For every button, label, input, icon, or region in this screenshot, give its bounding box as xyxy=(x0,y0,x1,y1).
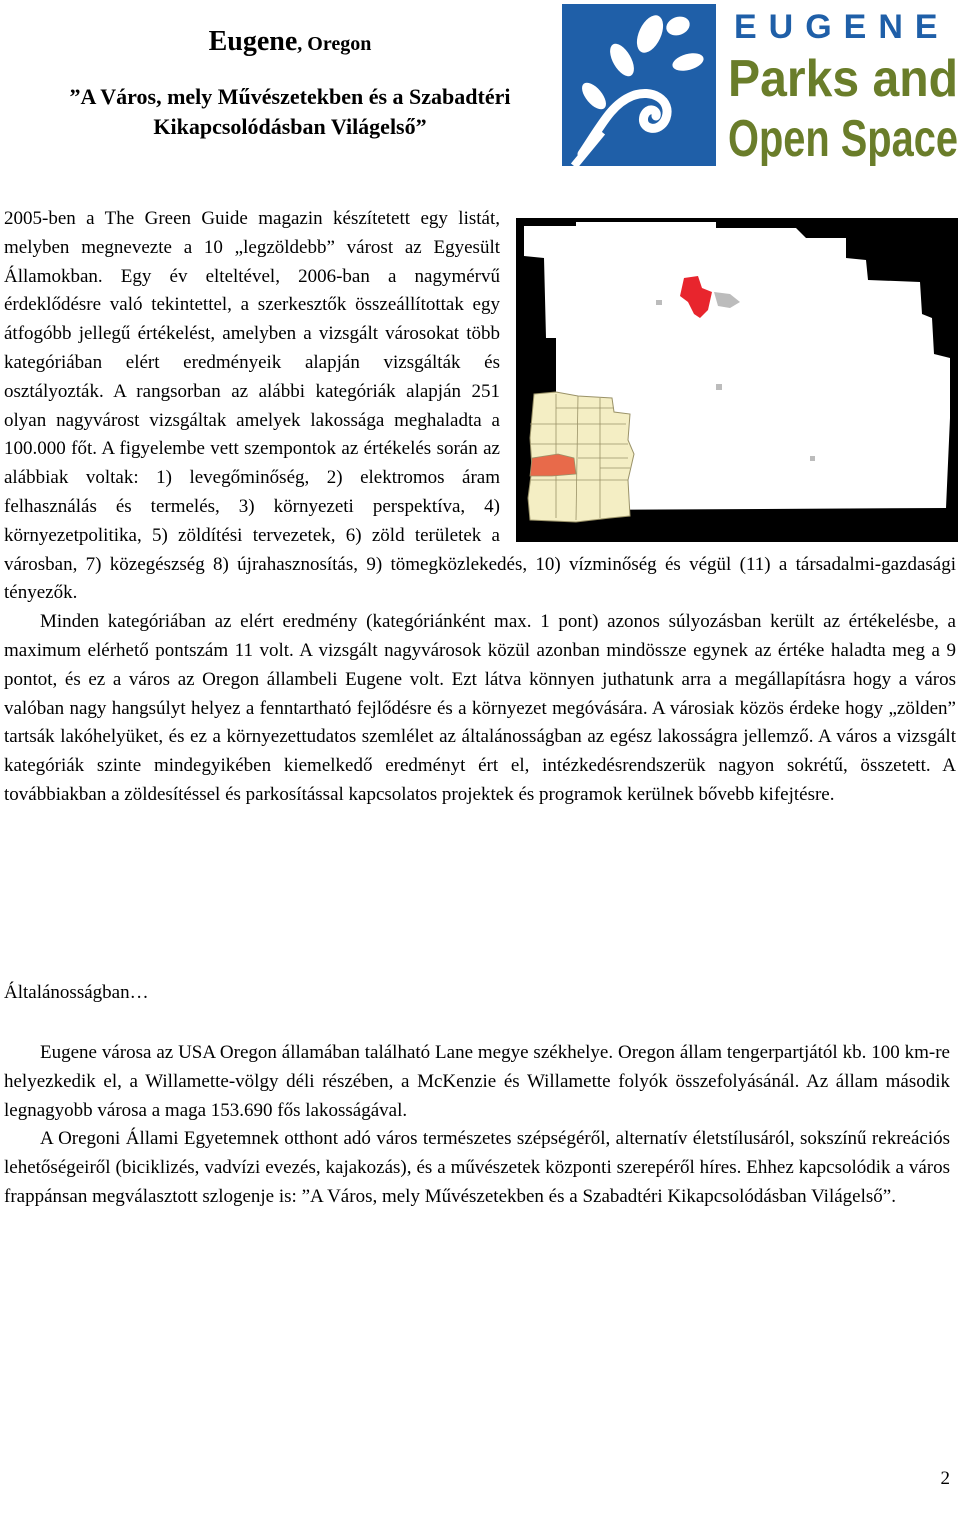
slogan-line-2: Kikapcsolódásban Világelső” xyxy=(153,114,427,139)
eugene-section xyxy=(4,1039,950,1212)
section-heading: Általánosságban… xyxy=(4,982,149,1003)
slogan-line-1: ”A Város, mely Művészetekben és a Szabadtéri xyxy=(69,84,511,109)
slogan xyxy=(0,82,580,142)
logo-word-eugene: EUGENE xyxy=(734,8,950,46)
document-title xyxy=(0,22,580,64)
map-float-space xyxy=(500,205,956,541)
intro-paragraph-2: Minden kategóriában az elért eredmény (kategóriánként max. 1 pont) azonos súlyozásban került az értékelésbe, a maximum elérhető pontszám 11 volt. A vizsgált nagyvárosok közül azonban mindössze egynek az értéke haladta meg a 9 pontot, és ez a város az Oregon állambeli Eugene volt. Ezt látva könnyen juthatunk arra a megállapításra hogy a város valóban nagy hangsúlyt helyez a fenntartható fejlődésre és a környezet megóvására. A városiak közös érdeke hogy „zölden” tartsák lakóhelyüket, és ez a környezettudatos szemlélet az általánosságban az egész lakosságra jellemző. A város a vizsgált kategóriák szinte mindegyikében kiemelkedő eredményt ért el, intézkedésrendszerük nagyon sokrétű, összetett. A továbbiakban a zöldesítéssel és parkosítással kapcsolatos projektek és programok kerülnek bővebb kifejtésre. xyxy=(4,611,956,805)
logo-word-open-space: Open Space xyxy=(728,110,958,166)
eugene-paragraph-2: A Oregoni Állami Egyetemnek otthont adó város természetes szépségéről, alternatív életstílusáról, sokszínű rekreációs lehetőségeiről (biciklizés, vadvízi evezés, kajakozás), és a művészetek központi szerepéről híres. Ehhez kapcsolódik a város frappánsan megválasztott szlogenje is: ”A Város, mely Művészetekben és a Szabadtéri Kikapcsolódásban Világelső”. xyxy=(4,1128,950,1207)
eugene-paragraph-1: Eugene városa az USA Oregon államában található Lane megye székhelye. Oregon állam tengerpartjától kb. 100 km-re helyezkedik el, a Willamette-völgy déli részében, a McKenzie és Willamette folyók összefolyásánál. Az állam második legnagyobb városa a maga 153.690 fős lakosságával. xyxy=(4,1042,950,1121)
title-state: , Oregon xyxy=(297,33,372,55)
intro-section xyxy=(4,205,956,810)
title-city: Eugene xyxy=(208,26,298,57)
logo-wordmark xyxy=(728,8,958,166)
intro-paragraph-1: 2005-ben a The Green Guide magazin készítetett egy listát, melyben megnevezte a 10 „legzöldebb” várost az Egyesült Államokban. Egy év elteltével, 2006-ban a nagymérvű érdeklődésre való tekintettel, a szerkesztők összeállítottak egy átfogóbb jellegű értékelést, amelyben a vizsgált városokat több kategóriában elért eredményeik alapján vizsgálták és osztályozták. A rangsorban az alábbi kategóriák alapján 251 olyan nagyvárost vizsgáltak amelyek lakossága meghaladta a 100.000 főt. A figyelembe vett szempontok az értékelés során az alábbiak voltak: 1) levegőminőség, 2) elektromos áram felhasználás és termelés, 3) környezeti perspektíva, 4) környezetpolitika, 5) zöldítési tervezetek, 6) zöld területek a városban, 7) közegészség 8) újrahasznosítás, 9) tömegközlekedés, 10) vízminőség és végül (11) a társadalmi-gazdasági tényezők. xyxy=(4,208,956,604)
parks-logo xyxy=(562,4,960,166)
page-number: 2 xyxy=(940,1468,950,1489)
document-title-block xyxy=(0,22,580,142)
logo-word-parks: Parks and xyxy=(728,50,958,108)
